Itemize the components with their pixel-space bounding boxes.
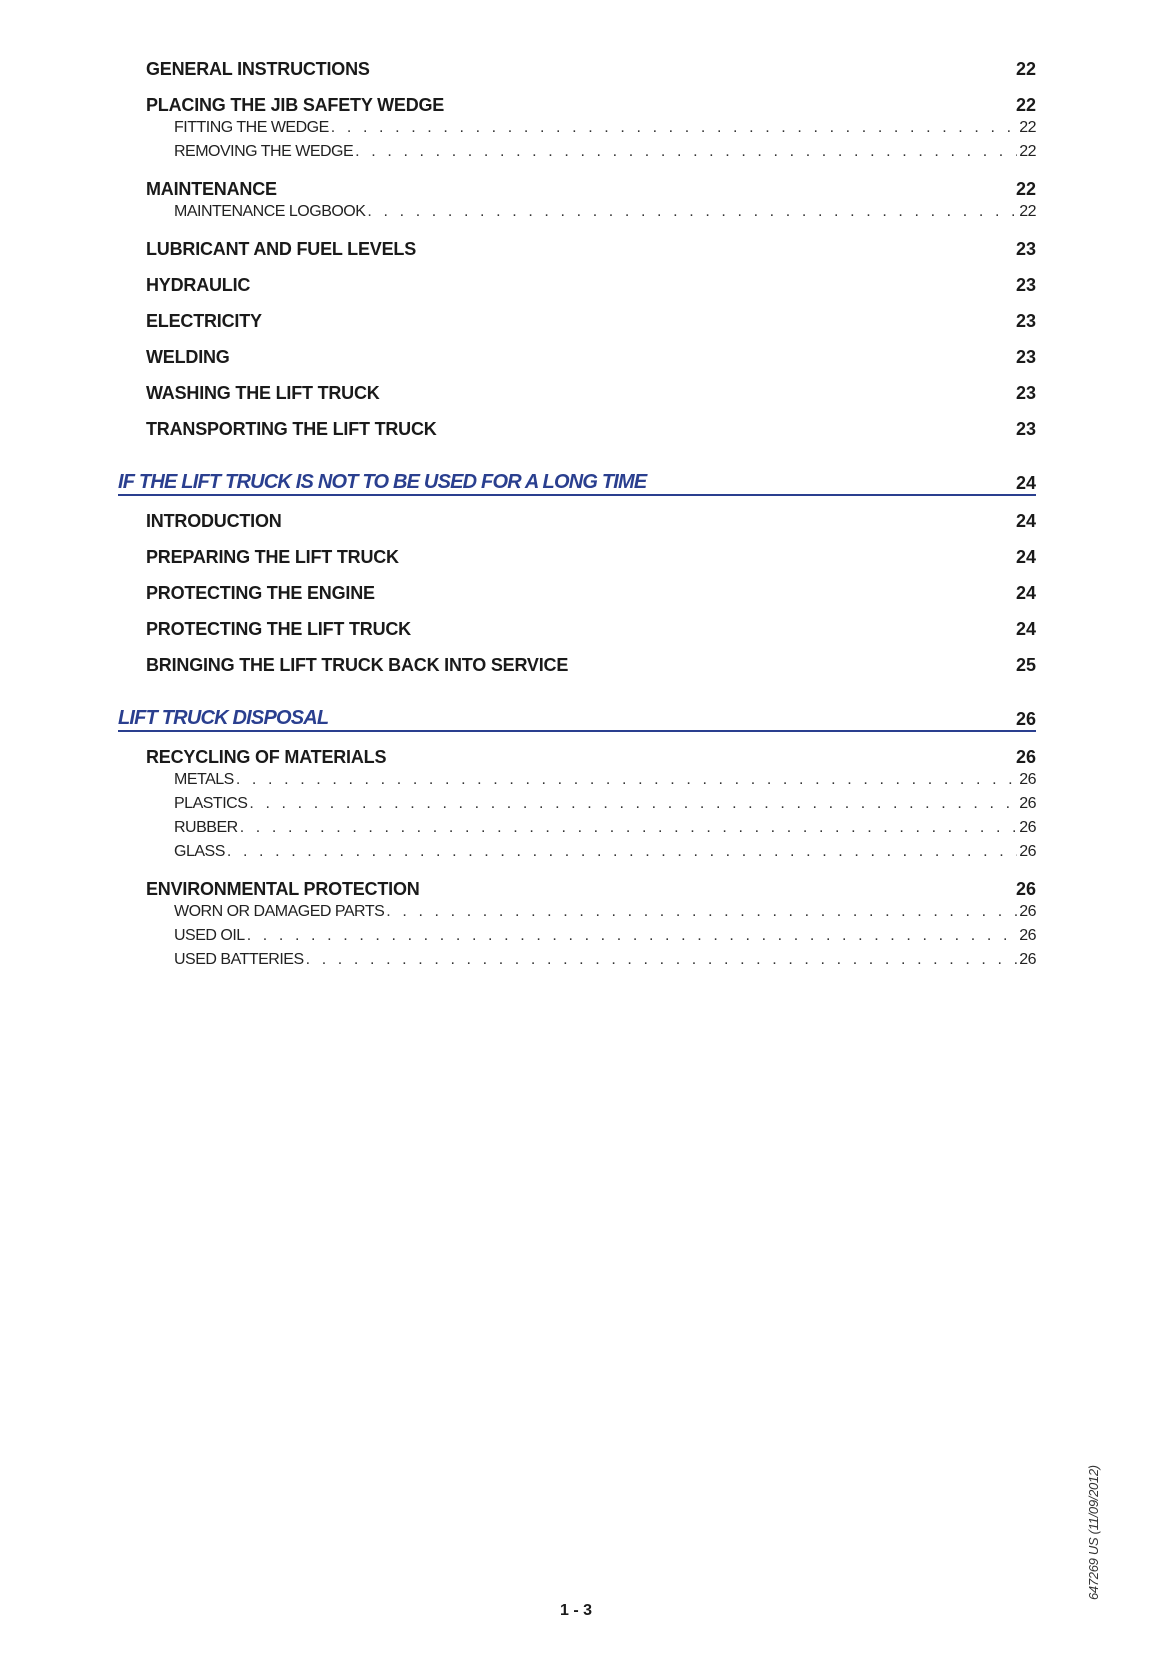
toc-subentry-title: RUBBER <box>174 819 238 836</box>
toc-entry-page-number: 23 <box>1015 311 1036 331</box>
toc-entry-page-number: 24 <box>1015 583 1036 603</box>
toc-subentry[interactable] <box>146 792 1036 816</box>
dot-leader <box>227 840 1017 864</box>
toc-entry-title: ELECTRICITY <box>146 311 262 331</box>
toc-entry-title: HYDRAULIC <box>146 275 251 295</box>
toc-subentry[interactable] <box>146 840 1036 864</box>
toc-entry-title: ENVIRONMENTAL PROTECTION <box>146 879 420 899</box>
toc-entry-page-number: 23 <box>1015 419 1036 439</box>
toc-entry-title: BRINGING THE LIFT TRUCK BACK INTO SERVICE <box>146 655 569 675</box>
toc-entry-title: RECYCLING OF MATERIALS <box>146 747 387 767</box>
toc-entry <box>118 332 1036 368</box>
toc-entry-title: TRANSPORTING THE LIFT TRUCK <box>146 419 437 439</box>
toc-entry <box>118 532 1036 568</box>
section-title: LIFT TRUCK DISPOSAL <box>118 707 329 729</box>
toc-entry-link[interactable] <box>146 224 1036 260</box>
toc-entry-link[interactable] <box>146 296 1036 332</box>
dot-leader <box>386 900 1017 924</box>
toc-entry-title: PROTECTING THE ENGINE <box>146 583 375 603</box>
toc-subentry-title: USED BATTERIES <box>174 951 304 968</box>
toc-entry <box>118 404 1036 440</box>
toc-entry-title: PLACING THE JIB SAFETY WEDGE <box>146 95 445 115</box>
dot-leader <box>236 768 1017 792</box>
toc-subentry-page-number: 26 <box>1019 903 1036 920</box>
toc-entry-title: PROTECTING THE LIFT TRUCK <box>146 619 411 639</box>
toc-subentry[interactable] <box>146 816 1036 840</box>
toc-entry-link[interactable] <box>146 732 1036 768</box>
toc-entry-page-number: 24 <box>1015 511 1036 531</box>
toc-entry-page-number: 23 <box>1015 347 1036 367</box>
dot-leader <box>249 792 1017 816</box>
page-number: 1 - 3 <box>559 1602 592 1619</box>
toc-subentry[interactable] <box>146 768 1036 792</box>
toc-entry <box>118 224 1036 260</box>
toc-entry-page-number: 23 <box>1015 239 1036 259</box>
toc-subentry-page-number: 22 <box>1019 203 1036 220</box>
toc-entry <box>118 496 1036 532</box>
toc-entry-page-number: 24 <box>1015 547 1036 567</box>
toc-subentry-title: REMOVING THE WEDGE <box>174 143 354 160</box>
toc-entry-page-number: 22 <box>1015 179 1036 199</box>
dot-leader <box>367 200 1017 224</box>
dot-leader <box>355 140 1017 164</box>
toc-subentry[interactable] <box>146 900 1036 924</box>
dot-leader <box>247 924 1018 948</box>
toc-entry-page-number: 23 <box>1015 383 1036 403</box>
toc-subentry-title: MAINTENANCE LOGBOOK <box>174 203 366 220</box>
toc-subentry-page-number: 22 <box>1019 119 1036 136</box>
toc-subentry[interactable] <box>146 948 1036 972</box>
toc-entry-link[interactable] <box>146 368 1036 404</box>
toc-entry-page-number: 23 <box>1015 275 1036 295</box>
toc-section <box>118 702 1036 972</box>
toc-subentry-page-number: 26 <box>1019 771 1036 788</box>
toc-subentry-page-number: 26 <box>1019 795 1036 812</box>
toc-entry-title: MAINTENANCE <box>146 179 277 199</box>
toc-entry-page-number: 24 <box>1015 619 1036 639</box>
dot-leader <box>331 116 1017 140</box>
section-title: IF THE LIFT TRUCK IS NOT TO BE USED FOR A LONG TIME <box>118 471 647 493</box>
toc-entry-link[interactable] <box>146 496 1036 532</box>
toc-subentry-title: PLASTICS <box>174 795 248 812</box>
toc-subentry-title: METALS <box>174 771 234 788</box>
toc-entry <box>118 44 1036 80</box>
toc-entry-link[interactable] <box>146 864 1036 900</box>
toc-entry <box>118 864 1036 972</box>
toc-entry-page-number: 22 <box>1015 59 1036 79</box>
section-page-number: 24 <box>1015 473 1036 493</box>
toc-entry-link[interactable] <box>146 332 1036 368</box>
table-of-contents <box>118 44 1036 972</box>
toc-entry-link[interactable] <box>146 604 1036 640</box>
toc-entry-page-number: 22 <box>1015 95 1036 115</box>
toc-entry-title: LUBRICANT AND FUEL LEVELS <box>146 239 417 259</box>
toc-entry-page-number: 26 <box>1015 879 1036 899</box>
section-heading[interactable] <box>118 466 1036 496</box>
toc-entry <box>118 604 1036 640</box>
toc-subentry-title: GLASS <box>174 843 225 860</box>
toc-subentry[interactable] <box>146 116 1036 140</box>
toc-entry-title: PREPARING THE LIFT TRUCK <box>146 547 399 567</box>
section-heading[interactable] <box>118 702 1036 732</box>
toc-entry-title: WELDING <box>146 347 230 367</box>
toc-section <box>118 466 1036 676</box>
dot-leader <box>240 816 1018 840</box>
toc-entry-link[interactable] <box>146 532 1036 568</box>
toc-subentry-page-number: 26 <box>1019 819 1036 836</box>
toc-entry <box>118 296 1036 332</box>
toc-entry <box>118 640 1036 676</box>
toc-entry <box>118 260 1036 296</box>
section-page-number: 26 <box>1015 709 1036 729</box>
toc-entry-title: WASHING THE LIFT TRUCK <box>146 383 380 403</box>
toc-entry <box>118 80 1036 164</box>
toc-subentry-page-number: 26 <box>1019 951 1036 968</box>
dot-leader <box>306 948 1018 972</box>
toc-subentry[interactable] <box>146 924 1036 948</box>
document-reference: 647269 US (11/09/2012) <box>1086 1465 1101 1600</box>
toc-entry <box>118 164 1036 224</box>
toc-subentry-page-number: 22 <box>1019 143 1036 160</box>
toc-section <box>118 44 1036 440</box>
toc-entry-title: INTRODUCTION <box>146 511 282 531</box>
toc-entry-link[interactable] <box>146 80 1036 116</box>
toc-entry-link[interactable] <box>146 568 1036 604</box>
toc-subentry-title: FITTING THE WEDGE <box>174 119 329 136</box>
toc-entry-link[interactable] <box>146 260 1036 296</box>
toc-entry-page-number: 26 <box>1015 747 1036 767</box>
toc-entry-title: GENERAL INSTRUCTIONS <box>146 59 370 79</box>
toc-subentry[interactable] <box>146 200 1036 224</box>
toc-subentry-page-number: 26 <box>1019 927 1036 944</box>
toc-entry-link[interactable] <box>146 404 1036 440</box>
toc-entry <box>118 732 1036 864</box>
toc-entry-link[interactable] <box>146 164 1036 200</box>
toc-entry-link[interactable] <box>146 44 1036 80</box>
toc-entry <box>118 368 1036 404</box>
toc-entry-page-number: 25 <box>1015 655 1036 675</box>
toc-subentry-page-number: 26 <box>1019 843 1036 860</box>
toc-entry-link[interactable] <box>146 640 1036 676</box>
toc-subentry-title: WORN OR DAMAGED PARTS <box>174 903 385 920</box>
toc-subentry[interactable] <box>146 140 1036 164</box>
toc-entry <box>118 568 1036 604</box>
toc-subentry-title: USED OIL <box>174 927 245 944</box>
